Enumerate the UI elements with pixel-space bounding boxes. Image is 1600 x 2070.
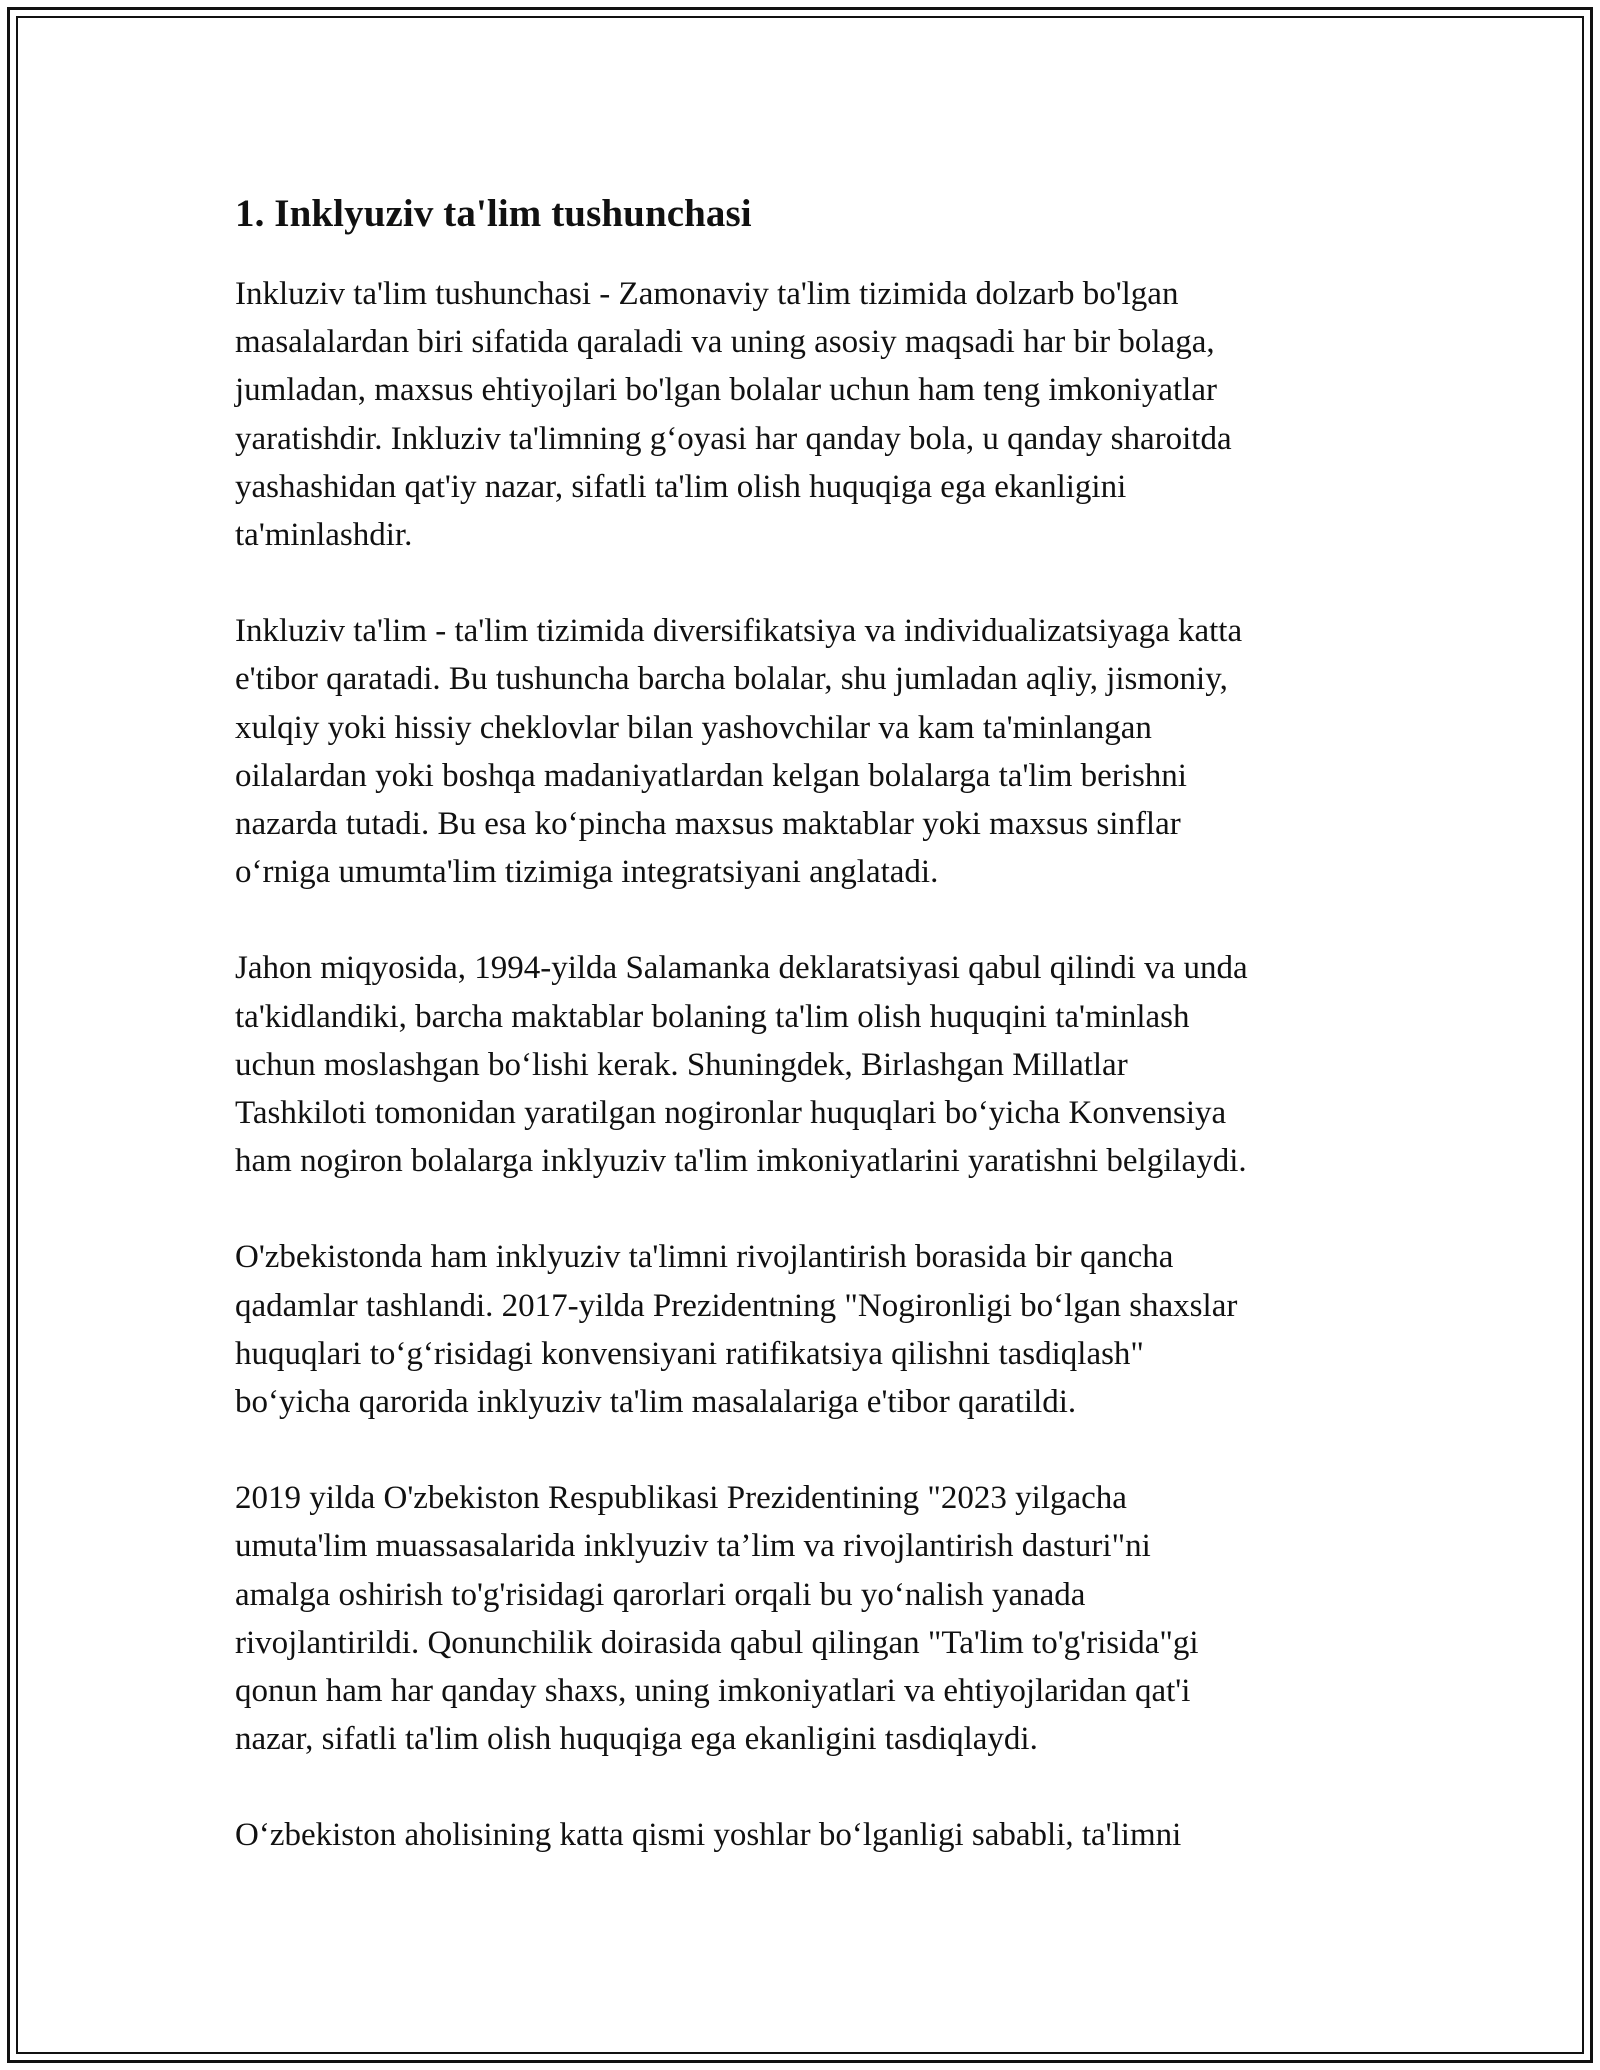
document-body xyxy=(235,186,1375,1908)
paragraph-diversification: Inkluziv ta'lim - ta'lim tizimida diversifikatsiya va individualizatsiyaga katta e'tibor qaratadi. Bu tushuncha barcha bolalar, shu jumladan aqliy, jismoniy, xulqiy yoki hissiy cheklovlar bilan yashovchilar va kam ta'minlangan oilalardan yoki boshqa madaniyatlardan kelgan bolalarga ta'lim berishni nazarda tutadi. Bu esa ko‘pincha maxsus maktablar yoki maxsus sinflar o‘rniga umumta'lim tizimiga integratsiyani anglatadi. xyxy=(235,613,1243,891)
paragraph-definition: Inkluziv ta'lim tushunchasi - Zamonaviy ta'lim tizimida dolzarb bo'lgan masalalardan biri sifatida qaraladi va uning asosiy maqsadi har bir bolaga, jumladan, maxsus ehtiyojlari bo'lgan bolalar uchun ham teng imkoniyatlar yaratishdir. Inkluziv ta'limning g‘oyasi har qanday bola, u qanday sharoitda yashashidan qat'iy nazar, sifatli ta'lim olish huquqiga ega ekanligini ta'minlashdir. xyxy=(235,276,1232,554)
paragraph-salamanca: Jahon miqyosida, 1994-yilda Salamanka deklaratsiyasi qabul qilindi va unda ta'kidlandiki, barcha maktablar bolaning ta'lim olish huquqini ta'minlash uchun moslashgan bo‘lishi kerak. Shuningdek, Birlashgan Millatlar Tashkiloti tomonidan yaratilgan nogironlar huquqlari bo‘yicha Konvensiya ham nogiron bolalarga inklyuziv ta'lim imkoniyatlarini yaratishni belgilaydi. xyxy=(235,950,1248,1180)
paragraph-uzbekistan-2017: O'zbekistonda ham inklyuziv ta'limni rivojlantirish borasida bir qancha qadamlar tashlandi. 2017-yilda Prezidentning "Nogironligi bo‘lgan shaxslar huquqlari to‘g‘risidagi konvensiyani ratifikatsiya qilishni tasdiqlash" bo‘yicha qarorida inklyuziv ta'lim masalalariga e'tibor qaratildi. xyxy=(235,1239,1238,1421)
paragraph-uzbekistan-2019: 2019 yilda O'zbekiston Respublikasi Prezidentining "2023 yilgacha umuta'lim muassasalarida inklyuziv ta’lim va rivojlantirish dasturi"ni amalga oshirish to'g'risidagi qarorlari orqali bu yo‘nalish yanada rivojlantirildi. Qonunchilik doirasida qabul qilingan "Ta'lim to'g'risida"gi qonun ham har qanday shaxs, uning imkoniyatlari va ehtiyojlaridan qat'i nazar, sifatli ta'lim olish huquqiga ega ekanligini tasdiqlaydi. xyxy=(235,1480,1199,1758)
section-heading: 1. Inklyuziv ta'lim tushunchasi xyxy=(235,192,752,235)
paragraph-youth: O‘zbekiston aholisining katta qismi yoshlar bo‘lganligi sababli, ta'limni xyxy=(235,1817,1182,1854)
